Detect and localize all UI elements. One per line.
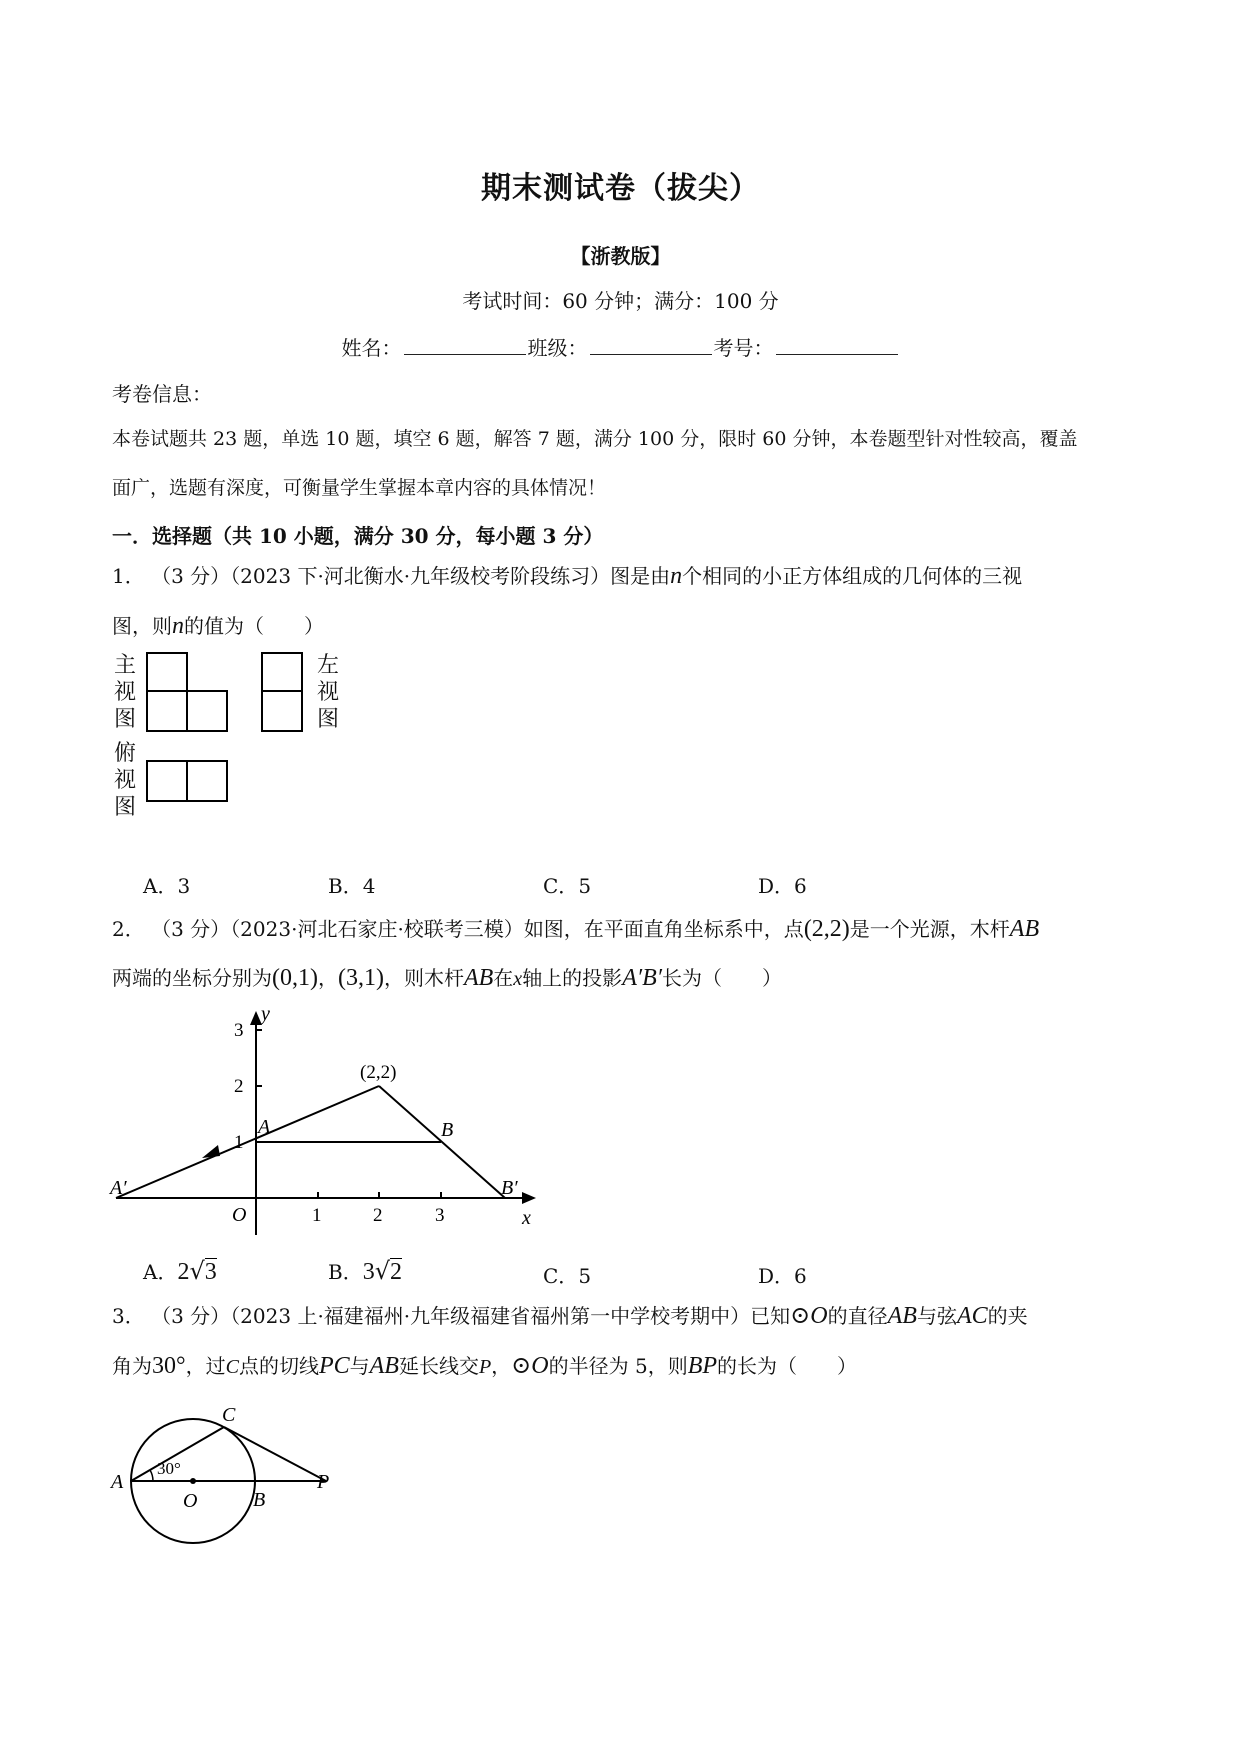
q3-text: 已知 — [750, 1304, 791, 1328]
question-1-line-1 — [112, 560, 1022, 590]
q2-text: 长为（ ） — [662, 966, 783, 990]
q3-text: 与弦 — [916, 1304, 957, 1328]
question-2-line-2 — [112, 962, 782, 992]
y-tick-label: 3 — [234, 1020, 244, 1041]
center-dot — [190, 1478, 196, 1484]
top-view-cell — [146, 760, 188, 802]
angle-arc — [150, 1470, 153, 1481]
section-heading: 一．选择题（共 10 小题，满分 30 分，每小题 3 分） — [112, 524, 604, 548]
q1-text: 的值为（ ） — [184, 614, 324, 638]
ray-arrow-icon — [202, 1145, 220, 1158]
q1-option-a[interactable] — [143, 870, 190, 899]
q3-var-ab: AB — [887, 1303, 917, 1329]
x-tick-label: 2 — [373, 1205, 383, 1226]
point-a-label: A — [258, 1116, 271, 1138]
q3-text: 与 — [349, 1354, 370, 1378]
option-letter: B． — [328, 874, 363, 898]
q2-option-c[interactable] — [543, 1260, 591, 1289]
q1-option-b[interactable] — [328, 870, 375, 899]
q1-text: 个相同的小正方体组成的几何体的三视 — [682, 564, 1023, 588]
question-3-line-1 — [112, 1300, 1028, 1330]
q2-var-x: x — [513, 968, 523, 990]
option-letter: D． — [758, 874, 795, 898]
q3-circle-figure — [108, 1395, 348, 1545]
q2-text: 轴上的投影 — [522, 966, 623, 990]
q2-text: ， — [317, 966, 338, 990]
q3-var-p: P — [478, 1356, 492, 1378]
y-tick-label: 2 — [234, 1076, 244, 1097]
option-letter: C． — [543, 1264, 579, 1288]
top-view-label: 俯视图 — [113, 741, 136, 820]
q3-source: （2023 上·福建福州·九年级福建省福州第一中学校考期中） — [230, 1304, 751, 1328]
q2-source: （2023·河北石家庄·校联考三模） — [230, 917, 524, 941]
x-tick-label: 1 — [312, 1205, 322, 1226]
q3-score: （3 分） — [151, 1304, 231, 1328]
option-value: 6 — [794, 874, 807, 898]
point-c-label: C — [222, 1404, 236, 1426]
q2-coordinate-figure — [108, 1005, 548, 1235]
option-value: 5 — [578, 874, 592, 898]
q1-var-n: n — [670, 563, 683, 589]
angle-label: 30° — [157, 1459, 181, 1478]
name-blank[interactable] — [404, 334, 526, 355]
q3-text: ，过 — [185, 1354, 226, 1378]
option-radicand: 2 — [390, 1259, 402, 1285]
option-letter: A． — [143, 1260, 178, 1284]
q3-text: 的直径 — [827, 1304, 888, 1328]
q3-var-ab: AB — [369, 1353, 399, 1379]
option-letter: D． — [758, 1264, 795, 1288]
sqrt-icon: √ — [189, 1257, 205, 1285]
q1-text: 图，则 — [112, 614, 172, 638]
info-line-1: 本卷试题共 23 题，单选 10 题，填空 6 题，解答 7 题，满分 100 分，限时 60 分钟，本卷题型针对性较高，覆盖 — [112, 428, 1078, 450]
q2-text: 是一个光源，木杆 — [849, 917, 1010, 941]
point-a-prime-label: A′ — [110, 1177, 127, 1199]
class-blank[interactable] — [590, 334, 712, 355]
y-axis-label: y — [261, 1005, 270, 1025]
point-o-label: O — [183, 1490, 198, 1512]
front-view-cell — [146, 652, 188, 694]
q1-source: （2023 下·河北衡水·九年级校考阶段练习） — [230, 564, 611, 588]
light-source-label: (2,2) — [360, 1062, 397, 1083]
q3-number: 3． — [112, 1304, 145, 1328]
q3-text: 的长为（ ） — [717, 1354, 858, 1378]
tangent-pc — [224, 1427, 326, 1481]
q3-text: 的半径为 5，则 — [548, 1354, 688, 1378]
top-view-cell — [186, 760, 228, 802]
option-coefficient: 3 — [362, 1259, 375, 1285]
number-blank[interactable] — [776, 334, 898, 355]
sqrt-icon: √ — [374, 1257, 390, 1285]
origin-label: O — [232, 1204, 247, 1226]
q2-text: ，则木杆 — [383, 966, 464, 990]
q2-point-b: (3,1) — [337, 965, 384, 991]
q3-text: ， — [491, 1354, 512, 1378]
q3-var-c: C — [225, 1356, 239, 1378]
q3-var-bp: BP — [687, 1353, 718, 1379]
q3-angle: 30° — [152, 1353, 186, 1379]
q1-option-c[interactable] — [543, 870, 591, 899]
q3-text: 点的切线 — [238, 1354, 319, 1378]
left-view-cell — [261, 690, 303, 732]
q2-option-b[interactable] — [328, 1256, 402, 1286]
front-view-cell — [186, 690, 228, 732]
point-a-label: A — [111, 1471, 124, 1493]
q2-point-a: (0,1) — [272, 965, 318, 991]
q2-text: 如图，在平面直角坐标系中，点 — [523, 917, 804, 941]
option-radicand: 3 — [204, 1259, 217, 1285]
option-letter: A． — [143, 874, 178, 898]
q1-option-d[interactable] — [758, 870, 807, 899]
x-tick-label: 3 — [435, 1205, 445, 1226]
q2-option-d[interactable] — [758, 1260, 807, 1289]
number-label: 考号： — [713, 336, 774, 360]
q2-light-point: (2,2) — [803, 916, 850, 942]
q2-var-ab: AB — [463, 965, 494, 991]
option-coefficient: 2 — [177, 1259, 190, 1285]
q1-score: （3 分） — [151, 564, 231, 588]
edition-label: 【浙教版】 — [570, 244, 671, 268]
info-line-2: 面广，选题有深度，可衡量学生掌握本章内容的具体情况！ — [112, 477, 607, 499]
q3-text: 的夹 — [987, 1304, 1028, 1328]
option-letter: B． — [328, 1260, 363, 1284]
option-letter: C． — [543, 874, 579, 898]
question-2-line-1 — [112, 913, 1039, 943]
student-info-row — [0, 332, 1241, 361]
q3-var-pc: PC — [318, 1353, 350, 1379]
left-view-label: 左视图 — [316, 653, 339, 732]
q2-var-ab: AB — [1009, 916, 1040, 942]
q3-var-ac: AC — [956, 1303, 988, 1329]
q1-number: 1． — [112, 564, 145, 588]
option-value: 3 — [177, 874, 191, 898]
point-b-label: B — [441, 1119, 454, 1141]
q3-circle-o: ⊙O — [790, 1303, 828, 1329]
option-value: 4 — [362, 874, 376, 898]
q2-number: 2． — [112, 917, 145, 941]
question-3-line-2 — [112, 1350, 857, 1380]
front-view-cell — [146, 690, 188, 732]
x-axis-label: x — [522, 1207, 531, 1229]
point-b-label: B — [253, 1489, 266, 1511]
name-label: 姓名： — [341, 336, 402, 360]
option-value: 6 — [794, 1264, 807, 1288]
q2-text: 在 — [493, 966, 514, 990]
exam-time: 考试时间：60 分钟；满分：100 分 — [462, 289, 779, 313]
q2-score: （3 分） — [151, 917, 231, 941]
option-value: 5 — [578, 1264, 592, 1288]
q3-text: 角为 — [112, 1354, 152, 1378]
front-view-label: 主视图 — [113, 653, 136, 732]
question-1-line-2 — [112, 610, 324, 640]
q3-text: 延长线交 — [398, 1354, 479, 1378]
q2-option-a[interactable] — [143, 1256, 217, 1286]
q2-text: 两端的坐标分别为 — [112, 966, 272, 990]
point-p-label: P — [317, 1471, 330, 1493]
point-b-prime-label: B′ — [501, 1177, 518, 1199]
q3-circle-o: ⊙O — [511, 1353, 549, 1379]
class-label: 班级： — [527, 336, 588, 360]
left-view-cell — [261, 652, 303, 694]
q2-var-projection: A′B′ — [622, 965, 663, 991]
info-heading: 考卷信息： — [112, 382, 212, 406]
y-tick-label: 1 — [234, 1132, 244, 1153]
x-axis-arrow-icon — [522, 1192, 536, 1204]
q1-var-n: n — [172, 613, 184, 639]
q1-text: 图是由 — [610, 564, 671, 588]
page-title: 期末测试卷（拔尖） — [481, 171, 760, 206]
